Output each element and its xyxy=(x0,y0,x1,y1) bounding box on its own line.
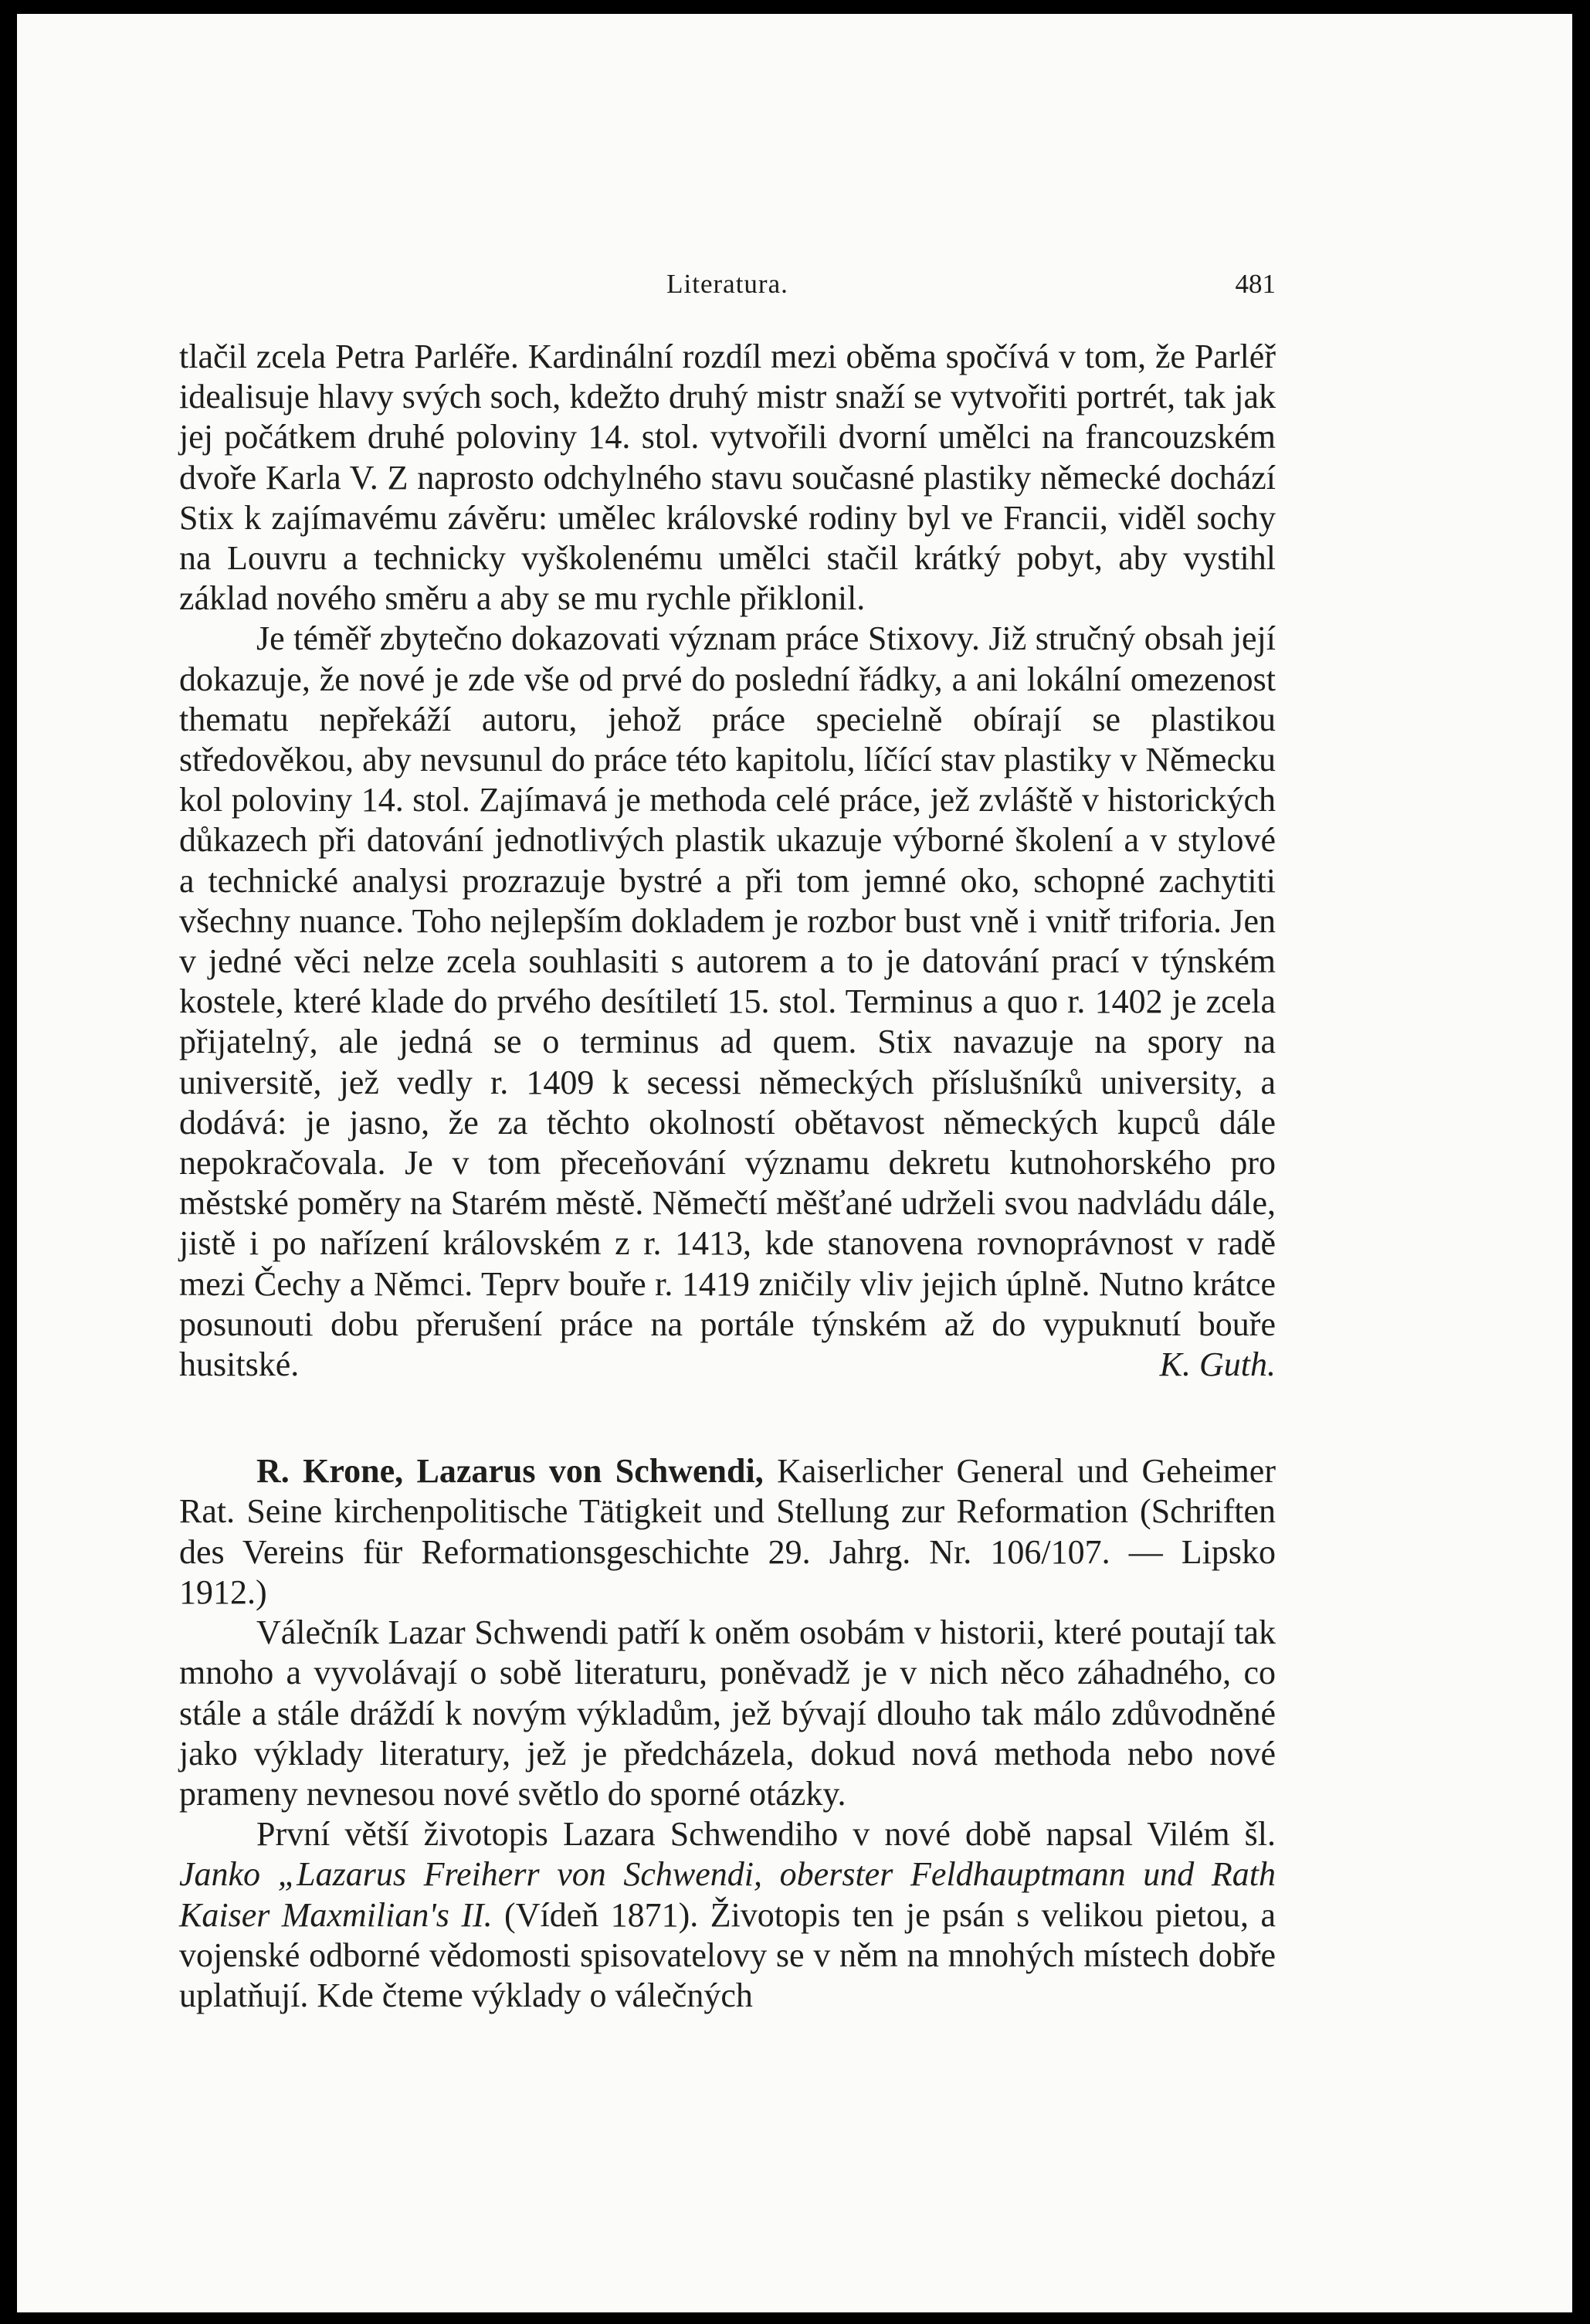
review2-paragraph-2 xyxy=(179,1814,1276,2016)
review2-author-title: R. Krone, Lazarus von Schwendi, xyxy=(256,1452,764,1491)
review1-paragraph-2-text: Je téměř zbytečno dokazovati význam práce Stixovy. Již stručný obsah její dokazuje, že nové je zde vše od prvé do poslední řádky, a ani lokální omezenost thematu nepřekáží autoru, jehož práce specielně obírají se plastikou středověkou, aby nevsunul do práce této kapitolu, líčící stav plastiky v Německu kol poloviny 14. stol. Zajímavá je methoda celé práce, jež zvláště v historických důkazech při datování jednotlivých plastik ukazuje výborné školení a v stylové a technické analysi prozrazuje bystré a při tom jemné oko, schopné zachytiti všechny nuance. Toho nejlepším dokladem je rozbor bust vně i vnitř triforia. Jen v jedné věci nelze zcela souhlasiti s autorem a to je datování prací v týnském kostele, které klade do prvého desítiletí 15. stol. Terminus a quo r. 1402 je zcela přijatelný, ale jedná se o terminus ad quem. Stix navazuje na spory na universitě, jež vedly r. 1409 k secessi německých příslušníků university, a dodává: je jasno, že za těchto okolností obětavost německých kupců dále nepokračovala. Je v tom přeceňování významu dekretu kutnohorského pro městské poměry na Starém městě. Němečtí měšťané udrželi svou nadvládu dále, jistě i po nařízení královském z r. 1413, kde stanovena rovnoprávnost v radě mezi Čechy a Němci. Teprv bouře r. 1419 zničily vliv jejich úplně. Nutno krátce posunouti dobu přerušení práce na portále týnském až do vypuknutí bouře husitské. xyxy=(179,619,1276,1384)
review2-paragraph-2-start: První větší životopis Lazara Schwendiho v nové době napsal Vilém šl. xyxy=(256,1815,1276,1854)
book-page xyxy=(17,14,1572,2312)
review2-cited-work: Janko „Lazarus Freiherr von Schwendi, oberster Feldhauptmann und Rath Kaiser Maxmilian's II. xyxy=(179,1855,1276,1934)
review2-bibliographic-entry xyxy=(179,1451,1276,1613)
review2-paragraph-1: Válečník Lazar Schwendi patří k oněm osobám v historii, které poutají tak mnoho a vyvolávají o sobě literaturu, poněvadž je v nich něco záhadného, co stále a stále dráždí k novým výkladům, jež bývají dlouho tak málo zdůvodněné jako výklady literatury, jež je předcházela, dokud nová methoda nebo nové prameny nevnesou nové světlo do sporné otázky. xyxy=(179,1613,1276,1813)
page-number: 481 xyxy=(1235,269,1276,299)
page-header xyxy=(179,269,1276,307)
reviewer-signature: K. Guth. xyxy=(1159,1345,1276,1384)
review1-paragraph-2 xyxy=(179,619,1276,1385)
body-text xyxy=(179,337,1276,2016)
review2-paragraph-2-end: (Vídeň 1871). Životopis ten je psán s velikou pietou, a vojenské odborné vědomosti spisovatelovy se v něm na mnohých místech dobře uplatňují. Kde čteme výklady o válečných xyxy=(179,1895,1276,2014)
running-title: Literatura. xyxy=(666,269,788,299)
review2-citation: Kaiserlicher General und Geheimer Rat. Seine kirchenpolitische Tätigkeit und Stellung zur Reformation (Schriften des Vereins für Reformationsgeschichte 29. Jahrg. Nr. 106/107. — Lipsko 1912.) xyxy=(179,1452,1276,1611)
review1-paragraph-1: tlačil zcela Petra Parléře. Kardinální rozdíl mezi oběma spočívá v tom, že Parléř idealisuje hlavy svých soch, kdežto druhý mistr snaží se vytvořiti portrét, tak jak jej počátkem druhé poloviny 14. stol. vytvořili dvorní umělci na francouzském dvoře Karla V. Z naprosto odchylného stavu současné plastiky německé dochází Stix k zajímavému závěru: umělec královské rodiny byl ve Francii, viděl sochy na Louvru a technicky vyškolenému umělci stačil krátký pobyt, aby vystihl základ nového směru a aby se mu rychle přiklonil. xyxy=(179,338,1276,618)
